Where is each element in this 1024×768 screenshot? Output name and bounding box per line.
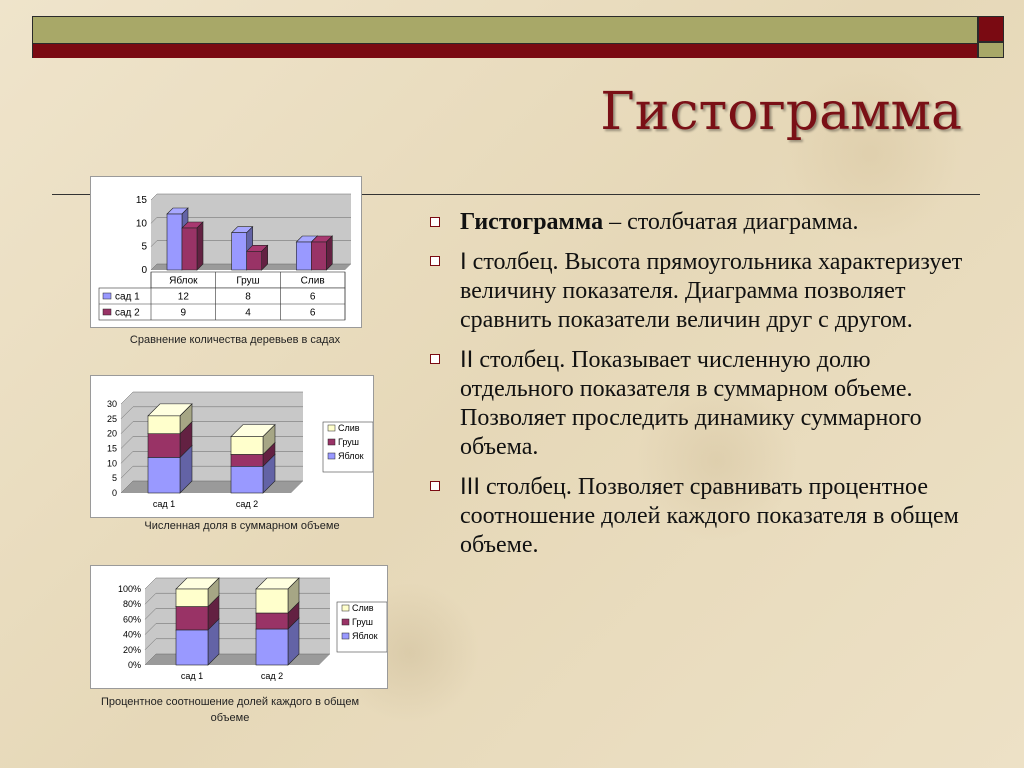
chart-2-y-tick-label: 10 (106, 458, 117, 469)
chart-1-bar (247, 251, 262, 270)
bullet-text: – столбчатая диаграмма. (603, 209, 859, 235)
chart-3-legend-swatch (342, 633, 349, 639)
chart-1-category-label: Груш (236, 275, 260, 287)
chart-1-y-tick-label: 10 (135, 218, 147, 230)
chart-1-category-label: Слив (300, 275, 325, 287)
chart-1-bar-side (197, 222, 203, 270)
bullet-text: столбец. Высота прямоугольника характеризует величину показателя. Диаграмма позволяет сравнить показатели величин друг с другом. (460, 249, 963, 333)
bullet-lead: Гистограмма (460, 209, 604, 235)
chart-2-y-tick-label: 20 (106, 428, 117, 439)
chart-2-legend-swatch (328, 453, 335, 459)
chart-2-category-label: сад 2 (235, 499, 259, 509)
chart-3-svg (91, 566, 387, 688)
chart-2-card (90, 375, 374, 518)
chart-1-bar-side (326, 236, 332, 270)
chart-3-legend-label: Груш (352, 617, 373, 627)
chart-1-y-tick-label: 5 (141, 241, 147, 253)
chart-1-caption: Сравнение количества деревьев в садах (129, 334, 341, 346)
chart-1-table-value: 12 (177, 291, 189, 303)
square-bullet-icon (430, 354, 440, 364)
bullet-lead: I (460, 248, 467, 275)
chart-3-y-tick-label: 40% (122, 629, 141, 640)
chart-1-bar (167, 214, 182, 270)
chart-2-bar-segment (148, 457, 180, 493)
chart-1-series-label: сад 1 (115, 291, 140, 303)
square-bullet-icon (430, 481, 440, 491)
chart-1-bar (232, 233, 247, 270)
chart-1-svg (91, 177, 361, 327)
chart-3-card (90, 565, 388, 689)
square-bullet-icon (430, 217, 440, 227)
chart-2-bar-segment (231, 437, 263, 455)
chart-3-y-tick-label: 20% (122, 644, 141, 655)
bullet-list (428, 208, 988, 570)
chart-2-caption: Численная доля в суммарном объеме (144, 520, 340, 532)
chart-3-y-tick-label: 100% (117, 584, 141, 594)
chart-2-bar-segment (148, 416, 180, 434)
chart-3-bar-segment (176, 589, 208, 607)
chart-1-table-value: 9 (180, 307, 187, 319)
top-decor-olive-stripe (33, 17, 977, 44)
chart-2-bar-segment (148, 434, 180, 458)
bullet-item (428, 247, 988, 335)
chart-3-category-label: сад 1 (180, 671, 204, 681)
bullet-item (428, 208, 988, 237)
chart-3-bar-segment (256, 589, 288, 613)
bullet-text: столбец. Позволяет сравнивать процентное соотношение долей каждого показателя в общем объеме. (460, 474, 959, 558)
bullet-lead: III (460, 473, 481, 500)
chart-3-legend-label: Яблок (352, 631, 378, 641)
chart-1-bar (311, 242, 326, 270)
chart-1-bar (182, 228, 197, 270)
chart-2-legend-swatch (328, 425, 335, 431)
chart-3-floor (145, 654, 330, 665)
chart-2-y-tick-label: 25 (106, 413, 117, 424)
chart-3-legend-swatch (342, 605, 349, 611)
chart-2-bar-segment (231, 466, 263, 493)
top-decor-bar (32, 16, 978, 58)
chart-2-bar-segment (231, 454, 263, 466)
chart-1-legend-swatch (103, 293, 111, 299)
chart-3-category-label: сад 2 (260, 671, 284, 681)
chart-1-card (90, 176, 362, 328)
chart-3-legend-label: Слив (352, 603, 374, 613)
chart-1-category-label: Яблок (169, 275, 198, 287)
chart-1-series-label: сад 2 (115, 307, 140, 319)
top-decor-olive-square (978, 42, 1004, 58)
top-decor-maroon-square (978, 16, 1004, 42)
chart-2-category-label: сад 1 (152, 499, 176, 509)
chart-2-svg (91, 376, 373, 517)
chart-3-bar-segment (176, 607, 208, 630)
bullet-lead: II (460, 346, 474, 373)
top-decor-maroon-stripe (33, 44, 977, 58)
chart-2-y-tick-label: 15 (106, 443, 117, 454)
bullet-text: столбец. Показывает численную долю отдельного показателя в суммарном объеме. Позволяет проследить динамику суммарного объема. (460, 347, 922, 460)
chart-1-y-tick-label: 15 (135, 195, 147, 206)
chart-2-legend-label: Яблок (338, 451, 364, 461)
chart-2-y-tick-label: 30 (106, 399, 117, 409)
chart-1-table-value: 8 (245, 291, 251, 303)
chart-3-legend-swatch (342, 619, 349, 625)
chart-2-legend-label: Груш (338, 437, 359, 447)
bullet-item (428, 345, 988, 462)
square-bullet-icon (430, 256, 440, 266)
chart-2-y-tick-label: 5 (111, 473, 117, 484)
chart-3-bar-segment (176, 630, 208, 665)
chart-3-caption: Процентное соотношение долей каждого в общем объеме (100, 696, 360, 724)
chart-3-y-tick-label: 80% (122, 599, 141, 610)
chart-3-bar-segment (256, 613, 288, 629)
chart-1-legend-swatch (103, 309, 111, 315)
chart-1-table-value: 6 (309, 291, 316, 303)
chart-3-wall (145, 578, 330, 665)
chart-2-legend-swatch (328, 439, 335, 445)
slide-title: Гистограмма (600, 82, 962, 142)
chart-1-table-value: 6 (309, 307, 316, 319)
chart-3-bar-segment (256, 629, 288, 665)
chart-2-legend-label: Слив (338, 423, 360, 433)
chart-3-y-tick-label: 0% (127, 660, 141, 670)
chart-1-y-tick-label: 0 (141, 265, 147, 276)
chart-2-y-tick-label: 0 (111, 488, 117, 498)
bullet-item (428, 472, 988, 560)
chart-3-y-tick-label: 60% (122, 614, 141, 625)
chart-1-table-value: 4 (245, 307, 251, 319)
chart-1-bar (296, 242, 311, 270)
